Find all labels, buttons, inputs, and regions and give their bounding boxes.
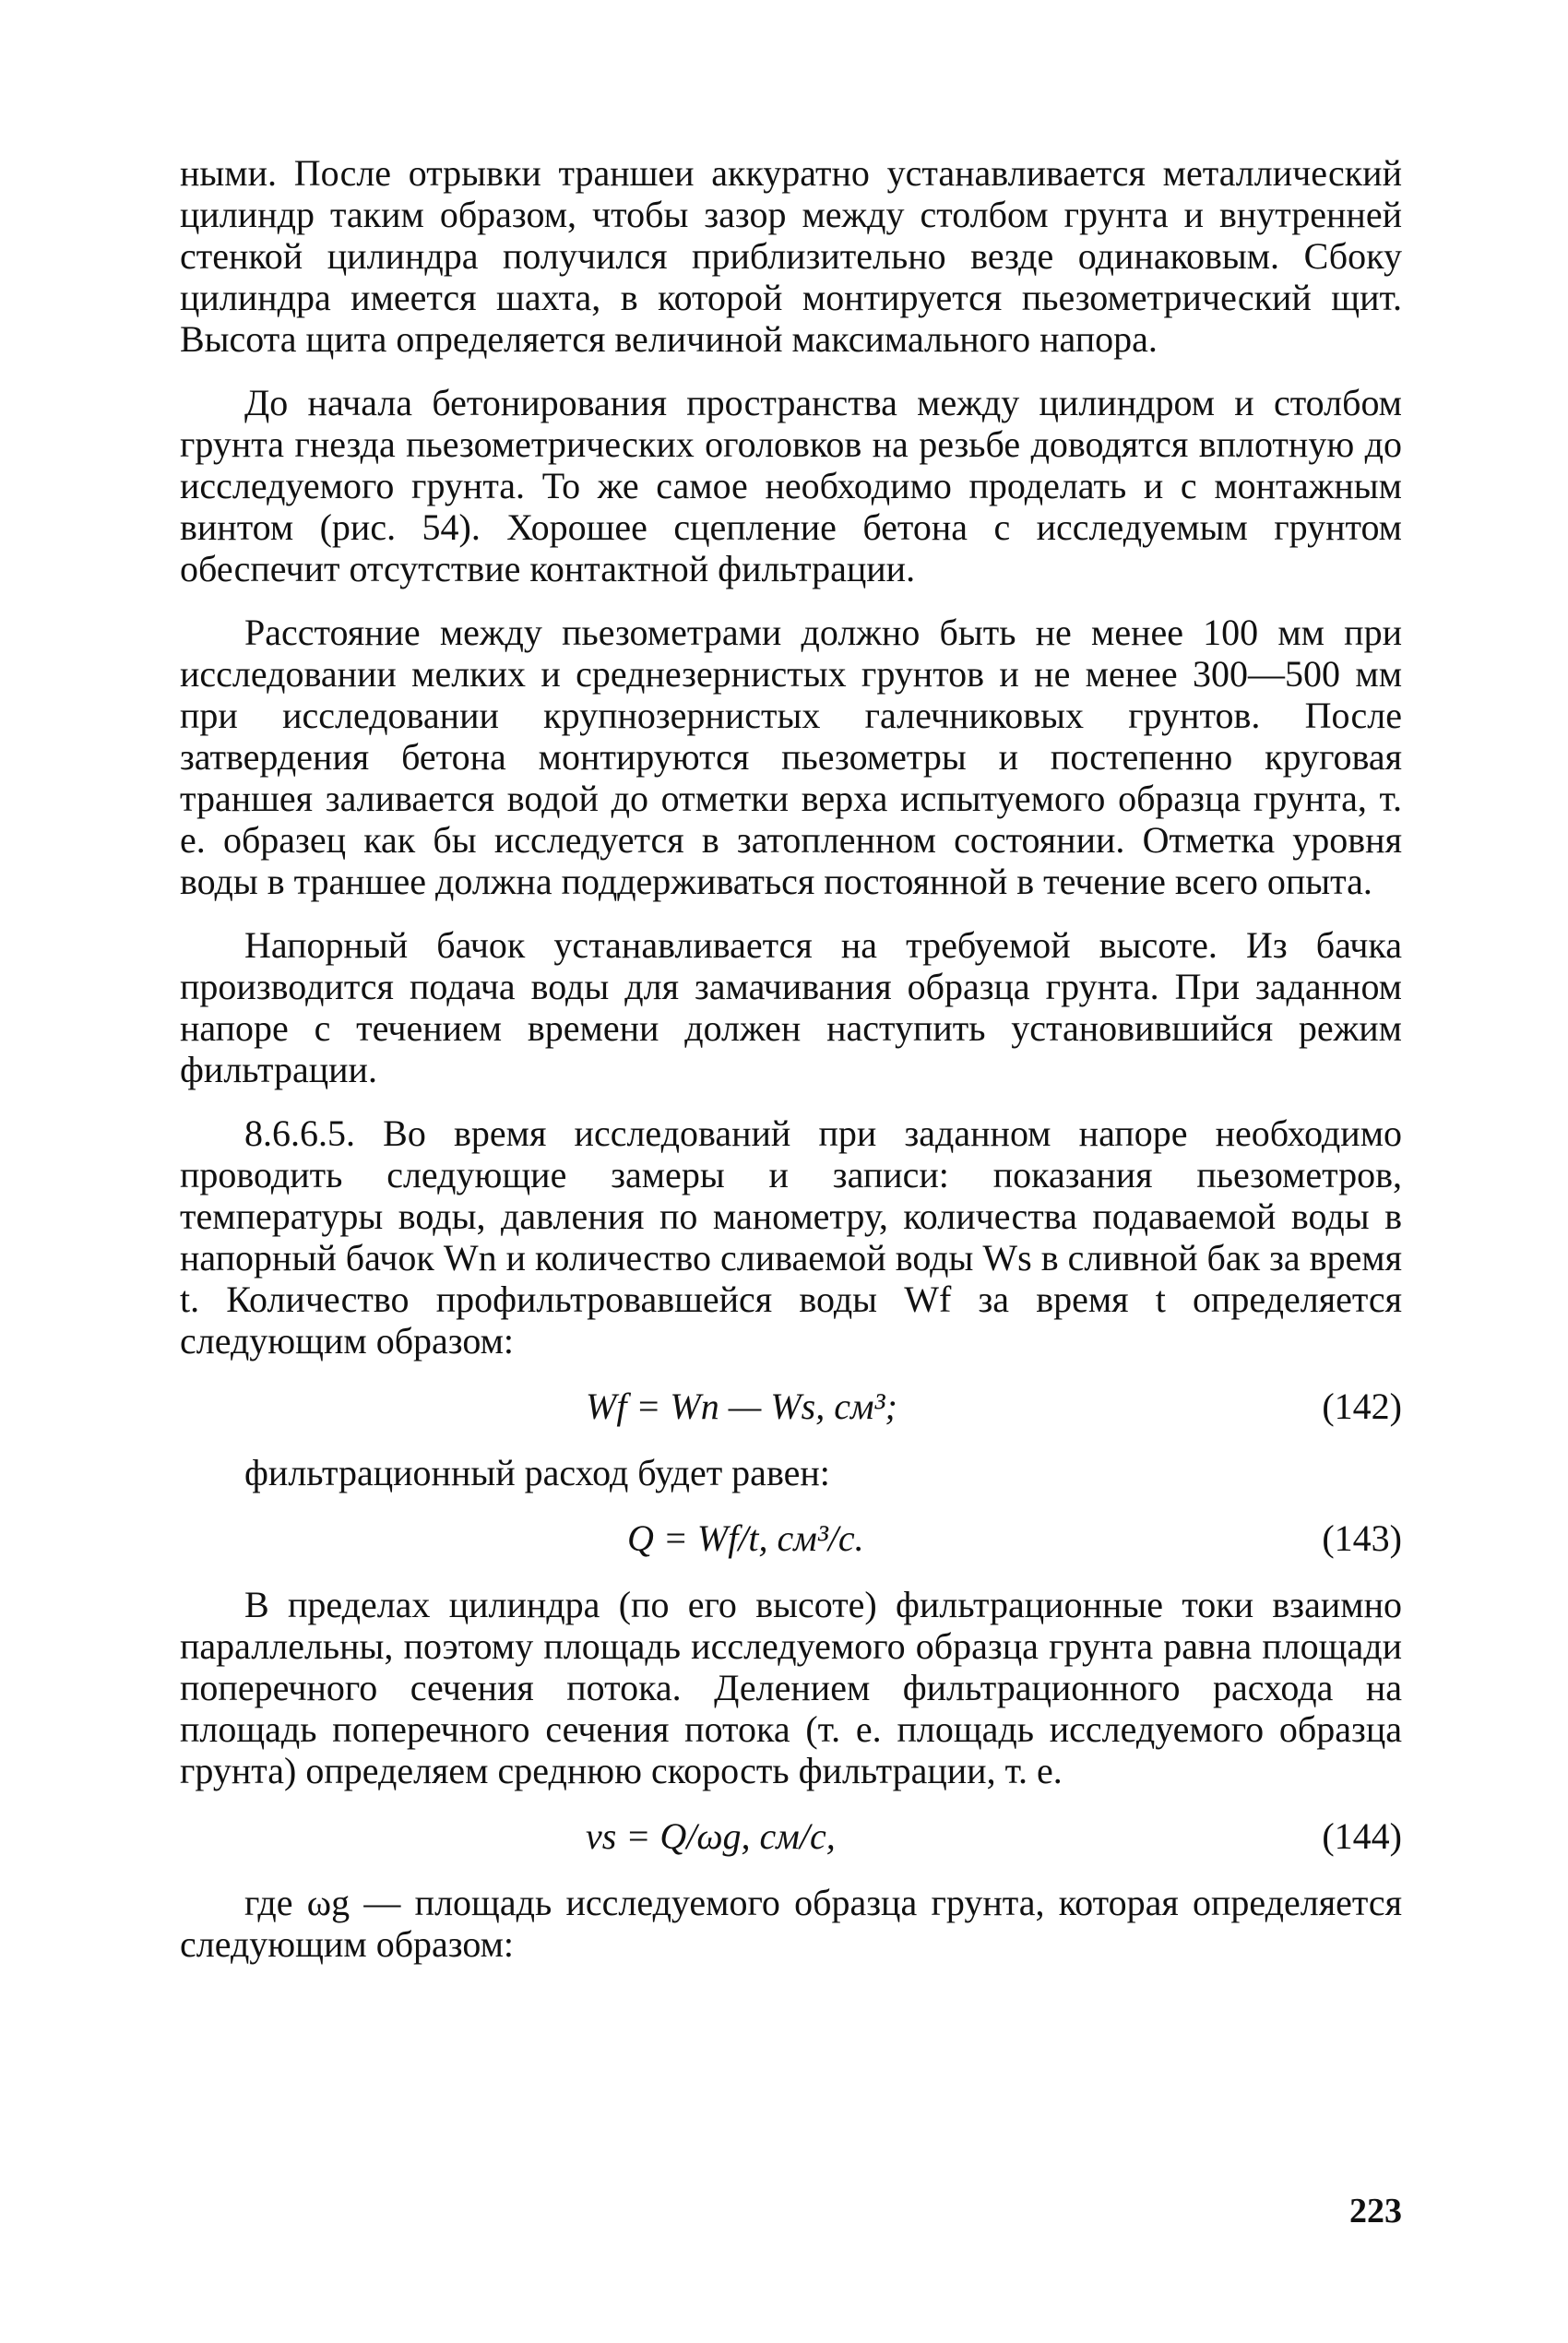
paragraph-4: Напорный бачок устанавливается на требуемой высоте. Из бачка производится подача воды для замачивания образца грунта. При заданном напоре с течением времени должен наступить установившийся режим фильтрации. — [180, 924, 1402, 1090]
paragraph-6: фильтрационный расход будет равен: — [244, 1452, 830, 1493]
paragraph-8: где ωg — площадь исследуемого образца грунта, которая определяется следующим образом: — [180, 1882, 1402, 1965]
page-number: 223 — [1349, 2192, 1402, 2230]
formula-144 — [180, 1814, 1402, 1860]
formula-142-number: (142) — [1322, 1386, 1402, 1427]
formula-142-expression: Wf = Wn — Ws, см³; — [586, 1386, 897, 1427]
paragraph-5: 8.6.6.5. Во время исследований при заданном напоре необходимо проводить следующие замеры и записи: показания пьезометров, температуры воды, давления по манометру, количества подаваемой воды в напорный бачок Wn и количество сливаемой воды Ws в сливной бак за время t. Количество профильтровавшейся воды Wf за время t определяется следующим образом: — [180, 1112, 1402, 1362]
formula-143 — [180, 1516, 1402, 1562]
formula-143-number: (143) — [1322, 1517, 1402, 1559]
paragraph-2: До начала бетонирования пространства между цилиндром и столбом грунта гнезда пьезометрических оголовков на резьбе доводятся вплотную до исследуемого грунта. То же самое необходимо проделать и с монтажным винтом (рис. 54). Хорошее сцепление бетона с исследуемым грунтом обеспечит отсутствие контактной фильтрации. — [180, 382, 1402, 589]
formula-144-number: (144) — [1322, 1815, 1402, 1857]
paragraph-1: ными. После отрывки траншеи аккуратно устанавливается металлический цилиндр таким образом, чтобы зазор между столбом грунта и внутренней стенкой цилиндра получился приблизительно везде одинаковым. Сбоку цилиндра имеется шахта, в которой монтируется пьезометрический щит. Высота щита определяется величиной максимального напора. — [180, 152, 1402, 360]
formula-143-expression: Q = Wf/t, см³/с. — [627, 1517, 864, 1559]
formula-144-expression: vs = Q/ωg, см/с, — [586, 1815, 836, 1857]
paragraph-7: В пределах цилиндра (по его высоте) фильтрационные токи взаимно параллельны, поэтому площадь исследуемого образца грунта равна площади поперечного сечения потока. Делением фильтрационного расхода на площадь поперечного сечения потока (т. е. площадь исследуемого образца грунта) определяем среднюю скорость фильтрации, т. е. — [180, 1584, 1402, 1791]
paragraph-3: Расстояние между пьезометрами должно быть не менее 100 мм при исследовании мелких и среднезернистых грунтов и не менее 300—500 мм при исследовании крупнозернистых галечниковых грунтов. После затвердения бетона монтируются пьезометры и постепенно круговая траншея заливается водой до отметки верха испытуемого образца грунта, т. е. образец как бы исследуется в затопленном состоянии. Отметка уровня воды в траншее должна поддерживаться постоянной в течение всего опыта. — [180, 612, 1402, 902]
page-body — [180, 152, 1402, 1965]
formula-142 — [180, 1384, 1402, 1430]
